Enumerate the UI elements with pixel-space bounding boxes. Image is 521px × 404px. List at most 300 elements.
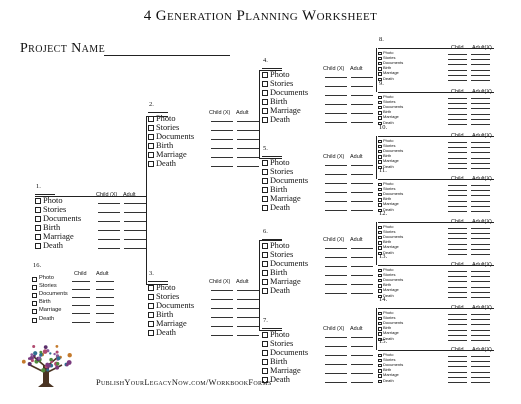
child-answer-line[interactable] [325, 77, 347, 78]
child-answer-line[interactable] [448, 75, 467, 76]
checkbox[interactable] [378, 284, 382, 288]
adult-answer-line[interactable] [471, 103, 490, 104]
adult-answer-line[interactable] [471, 254, 490, 255]
adult-column-header: Adult(X) [472, 219, 492, 225]
checklist-label: Photo [383, 180, 394, 186]
child-answer-line[interactable] [448, 147, 467, 148]
child-answer-line[interactable] [98, 230, 120, 231]
checkbox[interactable] [378, 140, 382, 144]
adult-answer-line[interactable] [351, 210, 373, 211]
checkbox[interactable] [262, 90, 268, 96]
adult-column-header: Adult [350, 154, 363, 160]
child-answer-line[interactable] [211, 308, 233, 309]
adult-answer-line[interactable] [237, 130, 259, 131]
child-answer-line[interactable] [448, 281, 467, 282]
child-answer-line[interactable] [325, 364, 347, 365]
child-answer-line[interactable] [211, 139, 233, 140]
checklist-label: Birth [156, 309, 174, 319]
child-answer-line[interactable] [448, 114, 467, 115]
checkbox[interactable] [378, 327, 382, 331]
adult-answer-line[interactable] [351, 122, 373, 123]
checklist-label: Documents [383, 276, 404, 282]
adult-answer-line[interactable] [237, 290, 259, 291]
checkbox[interactable] [378, 289, 382, 293]
box-top-bar [148, 281, 168, 282]
child-answer-line[interactable] [448, 195, 467, 196]
adult-answer-line[interactable] [351, 266, 373, 267]
child-answer-line[interactable] [448, 70, 467, 71]
adult-answer-line[interactable] [471, 195, 490, 196]
child-answer-line[interactable] [448, 103, 467, 104]
adult-answer-line[interactable] [471, 361, 490, 362]
adult-answer-line[interactable] [471, 366, 490, 367]
child-answer-line[interactable] [325, 337, 347, 338]
box-number: 10. [379, 124, 388, 131]
adult-answer-line[interactable] [351, 364, 373, 365]
adult-answer-line[interactable] [471, 297, 490, 298]
checkbox[interactable] [262, 359, 268, 365]
checkbox[interactable] [378, 72, 382, 76]
child-answer-line[interactable] [448, 80, 467, 81]
project-name-line [104, 55, 230, 56]
checkbox[interactable] [148, 303, 154, 309]
adult-answer-line[interactable] [124, 212, 146, 213]
checkbox[interactable] [32, 285, 37, 290]
adult-answer-line[interactable] [471, 158, 490, 159]
checkbox[interactable] [262, 332, 268, 338]
checkbox[interactable] [148, 321, 154, 327]
adult-answer-line[interactable] [351, 293, 373, 294]
tree-leaf [43, 349, 48, 354]
adult-answer-line[interactable] [351, 337, 373, 338]
child-answer-line[interactable] [325, 284, 347, 285]
adult-answer-line[interactable] [237, 157, 259, 158]
checkbox[interactable] [148, 285, 154, 291]
child-answer-line[interactable] [211, 121, 233, 122]
checkbox[interactable] [35, 234, 41, 240]
checkbox[interactable] [378, 183, 382, 187]
adult-answer-line[interactable] [351, 373, 373, 374]
adult-answer-line[interactable] [471, 287, 490, 288]
adult-answer-line[interactable] [471, 372, 490, 373]
checkbox[interactable] [378, 145, 382, 149]
adult-answer-line[interactable] [471, 59, 490, 60]
adult-answer-line[interactable] [471, 244, 490, 245]
adult-answer-line[interactable] [471, 238, 490, 239]
checkbox[interactable] [35, 207, 41, 213]
checkbox[interactable] [378, 312, 382, 316]
checkbox[interactable] [378, 226, 382, 230]
child-answer-line[interactable] [325, 122, 347, 123]
child-answer-line[interactable] [448, 163, 467, 164]
adult-answer-line[interactable] [237, 308, 259, 309]
adult-answer-line[interactable] [351, 248, 373, 249]
checkbox[interactable] [378, 111, 382, 115]
child-answer-line[interactable] [448, 292, 467, 293]
checkbox[interactable] [148, 312, 154, 318]
checklist-label: Marriage [156, 318, 187, 328]
child-answer-line[interactable] [325, 174, 347, 175]
checkbox[interactable] [378, 203, 382, 207]
child-answer-line[interactable] [325, 382, 347, 383]
box-number: 3. [149, 270, 154, 277]
adult-answer-line[interactable] [351, 104, 373, 105]
checkbox[interactable] [378, 380, 382, 384]
checkbox[interactable] [378, 62, 382, 66]
child-answer-line[interactable] [211, 326, 233, 327]
child-answer-line[interactable] [448, 382, 467, 383]
adult-answer-line[interactable] [471, 114, 490, 115]
checklist-label: Photo [383, 93, 394, 99]
child-answer-line[interactable] [448, 228, 467, 229]
adult-answer-line[interactable] [471, 324, 490, 325]
checkbox[interactable] [148, 125, 154, 131]
child-answer-line[interactable] [325, 192, 347, 193]
checklist-label: Death [383, 292, 394, 298]
checkbox[interactable] [378, 279, 382, 283]
checkbox[interactable] [262, 243, 268, 249]
adult-answer-line[interactable] [471, 142, 490, 143]
child-answer-line[interactable] [448, 297, 467, 298]
child-answer-line[interactable] [211, 299, 233, 300]
checkbox[interactable] [378, 332, 382, 336]
child-answer-line[interactable] [211, 130, 233, 131]
child-answer-line[interactable] [72, 297, 90, 298]
child-answer-line[interactable] [211, 317, 233, 318]
checkbox[interactable] [378, 317, 382, 321]
checkbox[interactable] [378, 101, 382, 105]
adult-answer-line[interactable] [471, 249, 490, 250]
checkbox[interactable] [262, 81, 268, 87]
checkbox[interactable] [148, 330, 154, 336]
adult-answer-line[interactable] [96, 305, 114, 306]
adult-answer-line[interactable] [237, 299, 259, 300]
adult-answer-line[interactable] [471, 64, 490, 65]
adult-answer-line[interactable] [471, 382, 490, 383]
checkbox[interactable] [378, 359, 382, 363]
child-answer-line[interactable] [448, 238, 467, 239]
child-answer-line[interactable] [325, 104, 347, 105]
adult-answer-line[interactable] [471, 190, 490, 191]
child-answer-line[interactable] [448, 233, 467, 234]
adult-answer-line[interactable] [351, 275, 373, 276]
adult-answer-line[interactable] [471, 206, 490, 207]
child-answer-line[interactable] [448, 190, 467, 191]
child-answer-line[interactable] [98, 212, 120, 213]
adult-answer-line[interactable] [237, 139, 259, 140]
child-answer-line[interactable] [325, 293, 347, 294]
adult-answer-line[interactable] [471, 211, 490, 212]
checkbox[interactable] [378, 106, 382, 110]
child-answer-line[interactable] [448, 314, 467, 315]
adult-answer-line[interactable] [471, 314, 490, 315]
checkbox[interactable] [378, 322, 382, 326]
child-answer-line[interactable] [72, 305, 90, 306]
child-answer-line[interactable] [325, 266, 347, 267]
adult-answer-line[interactable] [237, 148, 259, 149]
child-answer-line[interactable] [448, 249, 467, 250]
adult-answer-line[interactable] [124, 248, 146, 249]
child-answer-line[interactable] [211, 335, 233, 336]
checkbox[interactable] [378, 150, 382, 154]
adult-answer-line[interactable] [471, 168, 490, 169]
adult-answer-line[interactable] [351, 113, 373, 114]
checkbox[interactable] [378, 274, 382, 278]
adult-answer-line[interactable] [96, 289, 114, 290]
adult-answer-line[interactable] [471, 335, 490, 336]
checkbox[interactable] [262, 108, 268, 114]
checkbox[interactable] [35, 225, 41, 231]
adult-answer-line[interactable] [237, 121, 259, 122]
checkbox[interactable] [262, 187, 268, 193]
checkbox[interactable] [262, 196, 268, 202]
checklist-label: Photo [270, 158, 290, 167]
checkbox[interactable] [262, 169, 268, 175]
adult-answer-line[interactable] [471, 340, 490, 341]
child-answer-line[interactable] [448, 361, 467, 362]
adult-answer-line[interactable] [471, 80, 490, 81]
child-answer-line[interactable] [448, 366, 467, 367]
adult-answer-line[interactable] [471, 233, 490, 234]
checkbox[interactable] [262, 270, 268, 276]
checklist-label: Documents [383, 103, 404, 109]
adult-answer-line[interactable] [471, 377, 490, 378]
child-answer-line[interactable] [325, 257, 347, 258]
checkbox[interactable] [35, 243, 41, 249]
checkbox[interactable] [378, 96, 382, 100]
child-answer-line[interactable] [211, 148, 233, 149]
adult-answer-line[interactable] [351, 165, 373, 166]
checkbox[interactable] [262, 288, 268, 294]
adult-answer-line[interactable] [351, 77, 373, 78]
checkbox[interactable] [32, 277, 37, 282]
child-answer-line[interactable] [448, 59, 467, 60]
adult-answer-line[interactable] [96, 322, 114, 323]
checkbox[interactable] [262, 368, 268, 374]
adult-answer-line[interactable] [471, 276, 490, 277]
checklist-label: Marriage [383, 287, 399, 293]
adult-answer-line[interactable] [351, 183, 373, 184]
child-answer-line[interactable] [211, 290, 233, 291]
checkbox[interactable] [32, 309, 37, 314]
child-answer-line[interactable] [448, 324, 467, 325]
child-answer-line[interactable] [98, 203, 120, 204]
checkbox[interactable] [378, 241, 382, 245]
checkbox[interactable] [378, 354, 382, 358]
checkbox[interactable] [378, 188, 382, 192]
adult-answer-line[interactable] [471, 119, 490, 120]
adult-answer-line[interactable] [124, 203, 146, 204]
child-answer-line[interactable] [72, 313, 90, 314]
child-answer-line[interactable] [98, 239, 120, 240]
adult-answer-line[interactable] [237, 166, 259, 167]
checkbox[interactable] [35, 198, 41, 204]
adult-answer-line[interactable] [124, 230, 146, 231]
child-answer-line[interactable] [448, 152, 467, 153]
child-answer-line[interactable] [325, 248, 347, 249]
checkbox[interactable] [32, 293, 37, 298]
checkbox[interactable] [262, 160, 268, 166]
adult-answer-line[interactable] [471, 147, 490, 148]
adult-answer-line[interactable] [351, 86, 373, 87]
adult-answer-line[interactable] [471, 108, 490, 109]
tree-connector [146, 284, 168, 285]
checkbox[interactable] [262, 279, 268, 285]
checkbox[interactable] [148, 161, 154, 167]
adult-answer-line[interactable] [471, 98, 490, 99]
adult-answer-line[interactable] [471, 292, 490, 293]
adult-answer-line[interactable] [124, 221, 146, 222]
adult-answer-line[interactable] [351, 355, 373, 356]
child-answer-line[interactable] [448, 158, 467, 159]
child-answer-line[interactable] [448, 356, 467, 357]
checkbox[interactable] [378, 57, 382, 61]
adult-answer-line[interactable] [124, 239, 146, 240]
child-answer-line[interactable] [448, 319, 467, 320]
adult-answer-line[interactable] [96, 313, 114, 314]
adult-answer-line[interactable] [351, 192, 373, 193]
checkbox[interactable] [262, 72, 268, 78]
child-answer-line[interactable] [448, 244, 467, 245]
adult-answer-line[interactable] [96, 281, 114, 282]
child-answer-line[interactable] [72, 289, 90, 290]
adult-answer-line[interactable] [237, 326, 259, 327]
adult-answer-line[interactable] [471, 228, 490, 229]
checkbox[interactable] [378, 198, 382, 202]
adult-answer-line[interactable] [471, 356, 490, 357]
adult-answer-line[interactable] [471, 75, 490, 76]
child-answer-line[interactable] [325, 201, 347, 202]
checkbox[interactable] [378, 52, 382, 56]
checklist-label: Death [383, 206, 394, 212]
checkbox[interactable] [148, 294, 154, 300]
child-answer-line[interactable] [448, 211, 467, 212]
adult-answer-line[interactable] [351, 95, 373, 96]
adult-answer-line[interactable] [351, 382, 373, 383]
checkbox[interactable] [378, 236, 382, 240]
checklist-label: Stories [270, 78, 294, 88]
checkbox[interactable] [262, 252, 268, 258]
checkbox[interactable] [378, 193, 382, 197]
checkbox[interactable] [262, 117, 268, 123]
child-answer-line[interactable] [448, 119, 467, 120]
checkbox[interactable] [378, 246, 382, 250]
checkbox[interactable] [378, 374, 382, 378]
adult-answer-line[interactable] [471, 281, 490, 282]
checkbox[interactable] [148, 134, 154, 140]
child-answer-line[interactable] [448, 124, 467, 125]
adult-answer-line[interactable] [96, 297, 114, 298]
checkbox[interactable] [378, 67, 382, 71]
child-answer-line[interactable] [325, 346, 347, 347]
child-answer-line[interactable] [448, 372, 467, 373]
checkbox[interactable] [35, 216, 41, 222]
adult-answer-line[interactable] [237, 317, 259, 318]
adult-answer-line[interactable] [471, 152, 490, 153]
checkbox[interactable] [148, 152, 154, 158]
child-answer-line[interactable] [448, 206, 467, 207]
child-answer-line[interactable] [448, 142, 467, 143]
adult-answer-line[interactable] [471, 271, 490, 272]
child-answer-line[interactable] [325, 86, 347, 87]
adult-answer-line[interactable] [471, 330, 490, 331]
child-answer-line[interactable] [448, 276, 467, 277]
adult-answer-line[interactable] [351, 257, 373, 258]
adult-answer-line[interactable] [471, 185, 490, 186]
checkbox[interactable] [262, 178, 268, 184]
adult-answer-line[interactable] [471, 70, 490, 71]
child-answer-line[interactable] [325, 113, 347, 114]
child-answer-line[interactable] [448, 340, 467, 341]
child-answer-line[interactable] [98, 248, 120, 249]
adult-answer-line[interactable] [351, 284, 373, 285]
checkbox[interactable] [148, 143, 154, 149]
child-answer-line[interactable] [448, 98, 467, 99]
child-answer-line[interactable] [448, 201, 467, 202]
checkbox[interactable] [378, 160, 382, 164]
adult-answer-line[interactable] [471, 54, 490, 55]
child-answer-line[interactable] [325, 275, 347, 276]
checkbox[interactable] [262, 350, 268, 356]
checkbox[interactable] [32, 318, 37, 323]
child-answer-line[interactable] [325, 95, 347, 96]
adult-answer-line[interactable] [351, 174, 373, 175]
checkbox[interactable] [378, 231, 382, 235]
adult-answer-line[interactable] [351, 346, 373, 347]
adult-answer-line[interactable] [237, 335, 259, 336]
child-answer-line[interactable] [448, 287, 467, 288]
checkbox[interactable] [262, 99, 268, 105]
checkbox[interactable] [32, 301, 37, 306]
checklist-label: Death [383, 119, 394, 125]
checkbox[interactable] [378, 116, 382, 120]
adult-answer-line[interactable] [471, 163, 490, 164]
checkbox[interactable] [262, 261, 268, 267]
checkbox[interactable] [262, 205, 268, 211]
child-answer-line[interactable] [448, 377, 467, 378]
child-answer-line[interactable] [211, 166, 233, 167]
child-answer-line[interactable] [448, 168, 467, 169]
checkbox[interactable] [378, 269, 382, 273]
child-answer-line[interactable] [448, 330, 467, 331]
child-answer-line[interactable] [325, 355, 347, 356]
child-answer-line[interactable] [325, 183, 347, 184]
child-answer-line[interactable] [325, 210, 347, 211]
child-answer-line[interactable] [448, 271, 467, 272]
adult-answer-line[interactable] [351, 201, 373, 202]
child-answer-line[interactable] [448, 254, 467, 255]
child-answer-line[interactable] [448, 108, 467, 109]
child-answer-line[interactable] [325, 373, 347, 374]
checkbox[interactable] [378, 364, 382, 368]
child-answer-line[interactable] [325, 165, 347, 166]
child-answer-line[interactable] [448, 335, 467, 336]
child-answer-line[interactable] [72, 322, 90, 323]
adult-answer-line[interactable] [471, 201, 490, 202]
adult-answer-line[interactable] [471, 124, 490, 125]
checkbox[interactable] [378, 155, 382, 159]
child-answer-line[interactable] [211, 157, 233, 158]
adult-answer-line[interactable] [471, 319, 490, 320]
child-answer-line[interactable] [448, 54, 467, 55]
child-answer-line[interactable] [98, 221, 120, 222]
tree-connector [259, 240, 282, 241]
checkbox[interactable] [378, 369, 382, 373]
child-answer-line[interactable] [448, 185, 467, 186]
checkbox[interactable] [262, 341, 268, 347]
child-answer-line[interactable] [448, 64, 467, 65]
child-answer-line[interactable] [72, 281, 90, 282]
